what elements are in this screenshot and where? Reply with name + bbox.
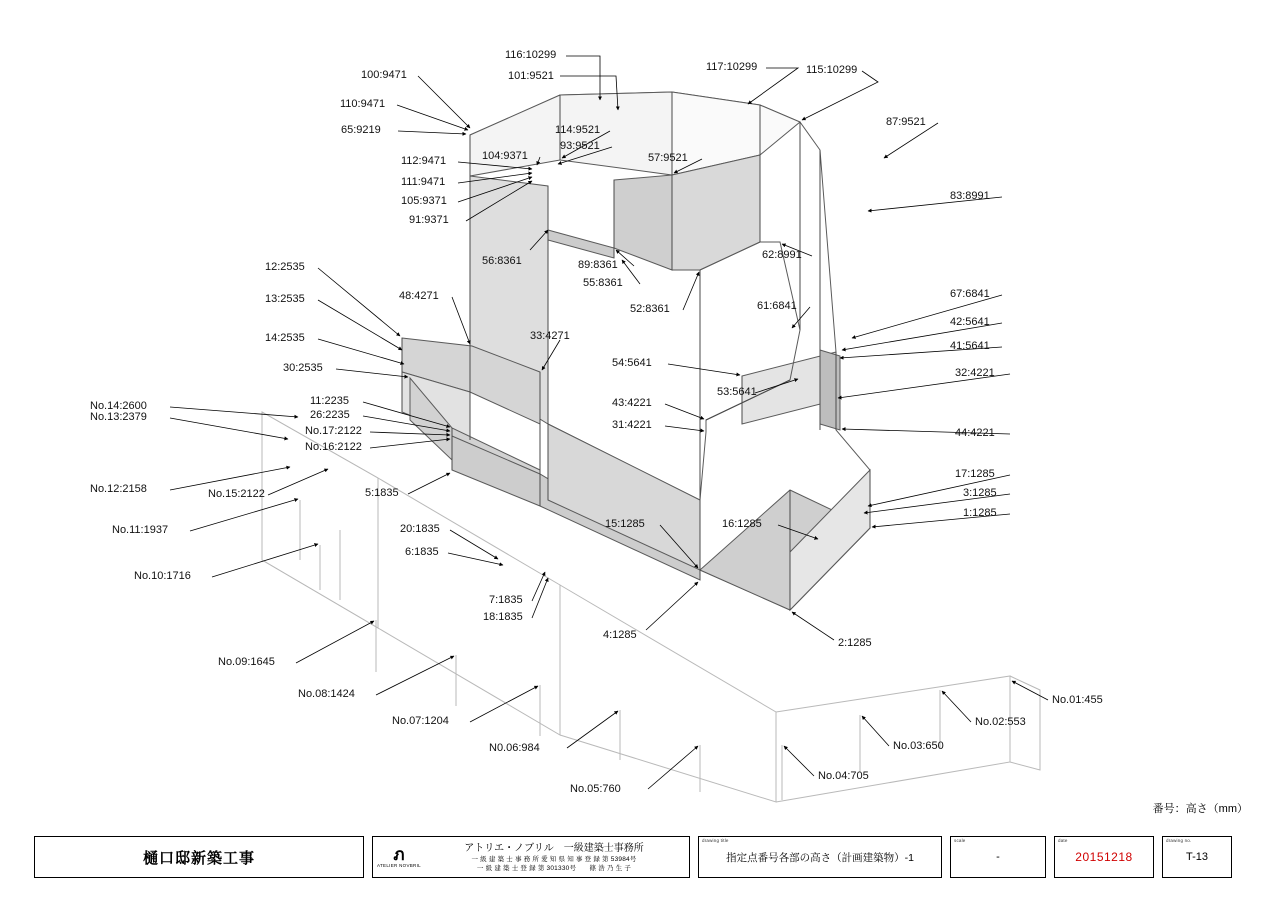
point-height-label: 42:5641 — [950, 316, 990, 328]
point-height-label: 41:5641 — [950, 340, 990, 352]
point-height-label: 101:9521 — [508, 70, 554, 82]
drawing-no-value: T-13 — [1185, 851, 1208, 863]
point-height-label: 91:9371 — [409, 214, 449, 226]
date-caption: date — [1058, 838, 1068, 843]
point-height-label: 55:8361 — [583, 277, 623, 289]
point-height-label: No.01:455 — [1052, 694, 1103, 706]
point-height-label: 2:1285 — [838, 637, 872, 649]
point-height-label: 14:2535 — [265, 332, 305, 344]
point-height-label: 115:10299 — [806, 64, 858, 76]
point-height-label: 57:9521 — [648, 152, 688, 164]
point-height-label: 111:9471 — [401, 176, 446, 188]
point-height-label: 4:1285 — [603, 629, 637, 641]
point-height-label: 61:6841 — [757, 300, 797, 312]
point-height-label: 116:10299 — [505, 49, 557, 61]
point-height-label: 117:10299 — [706, 61, 758, 73]
title-block — [34, 836, 1240, 878]
office-registration-2: 一 級 建 築 士 登 録 第 301330号 篠 浩 乃 生 子 — [476, 864, 632, 872]
point-height-label: 33:4271 — [530, 330, 570, 342]
drawing-title-cell — [698, 836, 942, 878]
point-height-label: 67:6841 — [950, 288, 990, 300]
point-height-label: No.10:1716 — [134, 570, 191, 582]
office-logo — [377, 839, 421, 875]
point-height-label: 43:4221 — [612, 397, 652, 409]
point-height-label: 30:2535 — [283, 362, 323, 374]
logo-mark-icon: ภ — [393, 844, 405, 864]
point-height-label: No.17:2122 — [305, 425, 362, 437]
point-height-label: 93:9521 — [560, 140, 600, 152]
point-height-label: 65:9219 — [341, 124, 381, 136]
office-name: アトリエ・ノブリル 一級建築士事務所 — [464, 842, 644, 854]
point-height-label: No.04:705 — [818, 770, 869, 782]
point-height-label: 44:4221 — [955, 427, 995, 439]
point-height-label: No.12:2158 — [90, 483, 147, 495]
point-height-label: 7:1835 — [489, 594, 523, 606]
point-height-label: 110:9471 — [340, 98, 386, 110]
scale-caption: scale — [954, 838, 966, 843]
point-height-label: 13:2535 — [265, 293, 305, 305]
office-text — [421, 842, 685, 873]
point-height-label: No.16:2122 — [305, 441, 362, 453]
point-height-label: 1:1285 — [963, 507, 997, 519]
point-height-label: 87:9521 — [886, 116, 926, 128]
point-height-label: 18:1835 — [483, 611, 523, 623]
scale-cell — [950, 836, 1046, 878]
point-height-label: 52:8361 — [630, 303, 670, 315]
point-height-label: 112:9471 — [401, 155, 447, 167]
date-cell — [1054, 836, 1154, 878]
office-cell — [372, 836, 690, 878]
point-height-label: No.08:1424 — [298, 688, 355, 700]
point-height-label: 62:8991 — [762, 249, 802, 261]
point-height-label: 105:9371 — [401, 195, 447, 207]
office-registration-1: 一 級 建 築 士 事 務 所 愛 知 県 知 事 登 録 第 53984号 — [471, 855, 637, 863]
drawing-title-caption: drawing title — [702, 838, 729, 843]
point-height-label: No.03:650 — [893, 740, 944, 752]
logo-subtext: ATELIER NOVBRIL — [377, 862, 421, 868]
point-height-label: 114:9521 — [555, 124, 601, 136]
point-height-label: 11:2235 — [310, 395, 349, 407]
point-height-label: 48:4271 — [399, 290, 439, 302]
point-height-label: No.02:553 — [975, 716, 1026, 728]
point-height-label: 3:1285 — [963, 487, 997, 499]
point-height-label: 20:1835 — [400, 523, 440, 535]
point-height-label: 32:4221 — [955, 367, 995, 379]
drawing-no-cell — [1162, 836, 1232, 878]
drawing-title: 指定点番号各部の高さ（計画建築物）-1 — [726, 851, 914, 864]
point-height-label: No.13:2379 — [90, 411, 147, 423]
drawing-no-caption: drawing no. — [1166, 838, 1192, 843]
point-height-label: 56:8361 — [482, 255, 522, 267]
project-name-cell — [34, 836, 364, 878]
point-height-label: No.05:760 — [570, 783, 621, 795]
point-height-label: 53:5641 — [717, 386, 757, 398]
point-height-label: No.11:1937 — [112, 524, 169, 536]
point-height-label: 6:1835 — [405, 546, 439, 558]
point-height-label: 12:2535 — [265, 261, 305, 273]
point-height-label: 100:9471 — [361, 69, 407, 81]
point-height-label: No.07:1204 — [392, 715, 449, 727]
date-value: 20151218 — [1075, 850, 1133, 864]
point-height-label: 26:2235 — [310, 409, 350, 421]
project-name: 樋口邸新築工事 — [142, 849, 255, 867]
point-height-label: 83:8991 — [950, 190, 990, 202]
point-height-label: N0.06:984 — [489, 742, 540, 754]
point-height-label: 15:1285 — [605, 518, 645, 530]
unit-note: 番号：高さ（mm） — [1152, 803, 1248, 815]
point-height-label: 17:1285 — [955, 468, 995, 480]
point-height-label: 31:4221 — [612, 419, 652, 431]
point-height-label: 16:1285 — [722, 518, 762, 530]
point-height-label: 54:5641 — [612, 357, 652, 369]
scale-value: - — [996, 851, 1000, 863]
point-height-label: 5:1835 — [365, 487, 399, 499]
point-height-label: No.09:1645 — [218, 656, 275, 668]
point-height-label: 104:9371 — [482, 150, 528, 162]
point-height-label: No.15:2122 — [208, 488, 265, 500]
point-height-label: No.14:2600 — [90, 400, 147, 412]
point-height-label: 89:8361 — [578, 259, 618, 271]
